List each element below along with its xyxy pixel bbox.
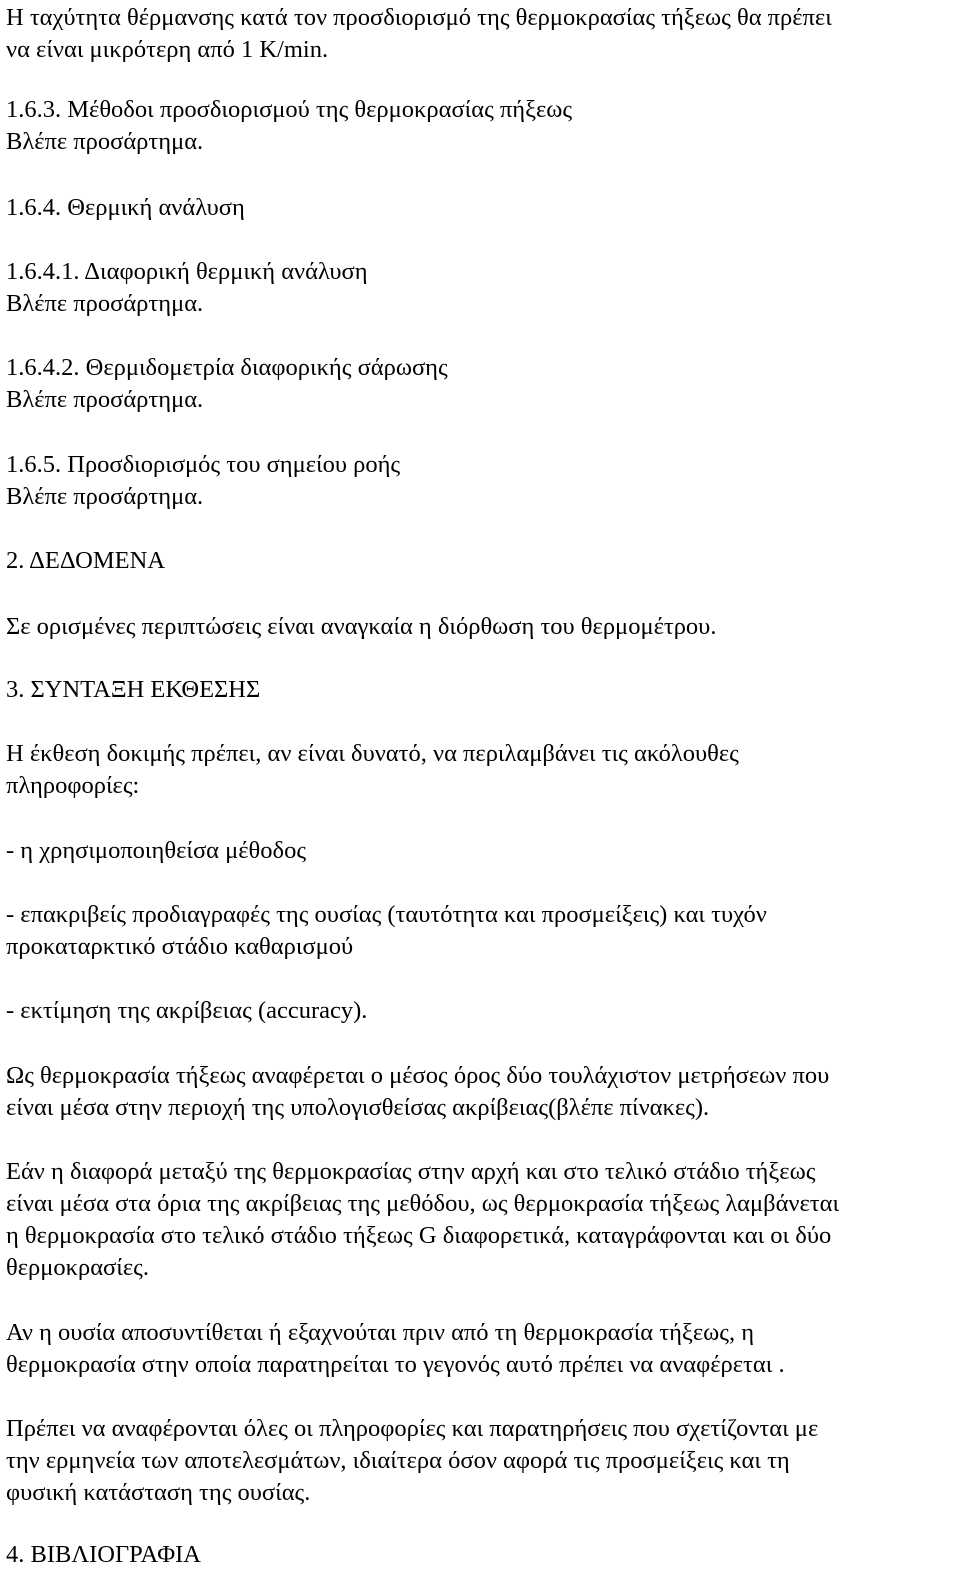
section-heading: 3. ΣΥΝΤΑΞΗ ΕΚΘΕΣΗΣ (6, 676, 261, 703)
text-line: προκαταρκτικό στάδιο καθαρισμού (6, 933, 354, 960)
text-line: είναι μέσα στα όρια της ακρίβειας της μεθόδου, ως θερμοκρασία τήξεως λαμβάνεται (6, 1190, 840, 1217)
text-line: Βλέπε προσάρτημα. (6, 128, 204, 155)
section-heading: 1.6.4.1. Διαφορική θερμική ανάλυση (6, 258, 368, 285)
text-line: να είναι μικρότερη από 1 K/min. (6, 36, 329, 63)
section-heading: 1.6.4. Θερμική ανάλυση (6, 194, 245, 221)
text-line: Ως θερμοκρασία τήξεως αναφέρεται ο μέσος όρος δύο τουλάχιστον μετρήσεων που (6, 1062, 830, 1089)
section-heading: 4. ΒΙΒΛΙΟΓΡΑΦΙΑ (6, 1541, 201, 1568)
text-line: Η έκθεση δοκιμής πρέπει, αν είναι δυνατό, να περιλαμβάνει τις ακόλουθες (6, 740, 739, 767)
text-line: Πρέπει να αναφέρονται όλες οι πληροφορίες και παρατηρήσεις που σχετίζονται με (6, 1415, 819, 1442)
text-line: Βλέπε προσάρτημα. (6, 483, 204, 510)
text-line: θερμοκρασίες. (6, 1254, 149, 1281)
text-line: Αν η ουσία αποσυντίθεται ή εξαχνούται πριν από τη θερμοκρασία τήξεως, η (6, 1319, 755, 1346)
text-line: φυσική κατάσταση της ουσίας. (6, 1479, 311, 1506)
text-line: θερμοκρασία στην οποία παρατηρείται το γεγονός αυτό πρέπει να αναφέρεται . (6, 1351, 785, 1378)
text-line: την ερμηνεία των αποτελεσμάτων, ιδιαίτερα όσον αφορά τις προσμείξεις και τη (6, 1447, 790, 1474)
text-line: πληροφορίες: (6, 772, 140, 799)
section-heading: 1.6.4.2. Θερμιδομετρία διαφορικής σάρωσης (6, 354, 448, 381)
section-heading: 2. ΔΕΔΟΜΕΝΑ (6, 547, 166, 574)
list-item: - εκτίμηση της ακρίβειας (accuracy). (6, 997, 368, 1024)
text-line: είναι μέσα στην περιοχή της υπολογισθείσας ακρίβειας(βλέπε πίνακες). (6, 1094, 710, 1121)
text-line: Βλέπε προσάρτημα. (6, 386, 204, 413)
text-line: Βλέπε προσάρτημα. (6, 290, 204, 317)
section-heading: 1.6.5. Προσδιορισμός του σημείου ροής (6, 451, 401, 478)
text-line: Σε ορισμένες περιπτώσεις είναι αναγκαία η διόρθωση του θερμομέτρου. (6, 613, 717, 640)
text-line: Η ταχύτητα θέρμανσης κατά τον προσδιορισμό της θερμοκρασίας τήξεως θα πρέπει (6, 4, 832, 31)
text-line: η θερμοκρασία στο τελικό στάδιο τήξεως G διαφορετικά, καταγράφονται και οι δύο (6, 1222, 832, 1249)
list-item: - η χρησιμοποιηθείσα μέθοδος (6, 837, 307, 864)
text-line: Εάν η διαφορά μεταξύ της θερμοκρασίας στην αρχή και στο τελικό στάδιο τήξεως (6, 1158, 816, 1185)
section-heading: 1.6.3. Μέθοδοι προσδιορισμού της θερμοκρασίας πήξεως (6, 96, 573, 123)
list-item: - επακριβείς προδιαγραφές της ουσίας (ταυτότητα και προσμείξεις) και τυχόν (6, 901, 767, 928)
